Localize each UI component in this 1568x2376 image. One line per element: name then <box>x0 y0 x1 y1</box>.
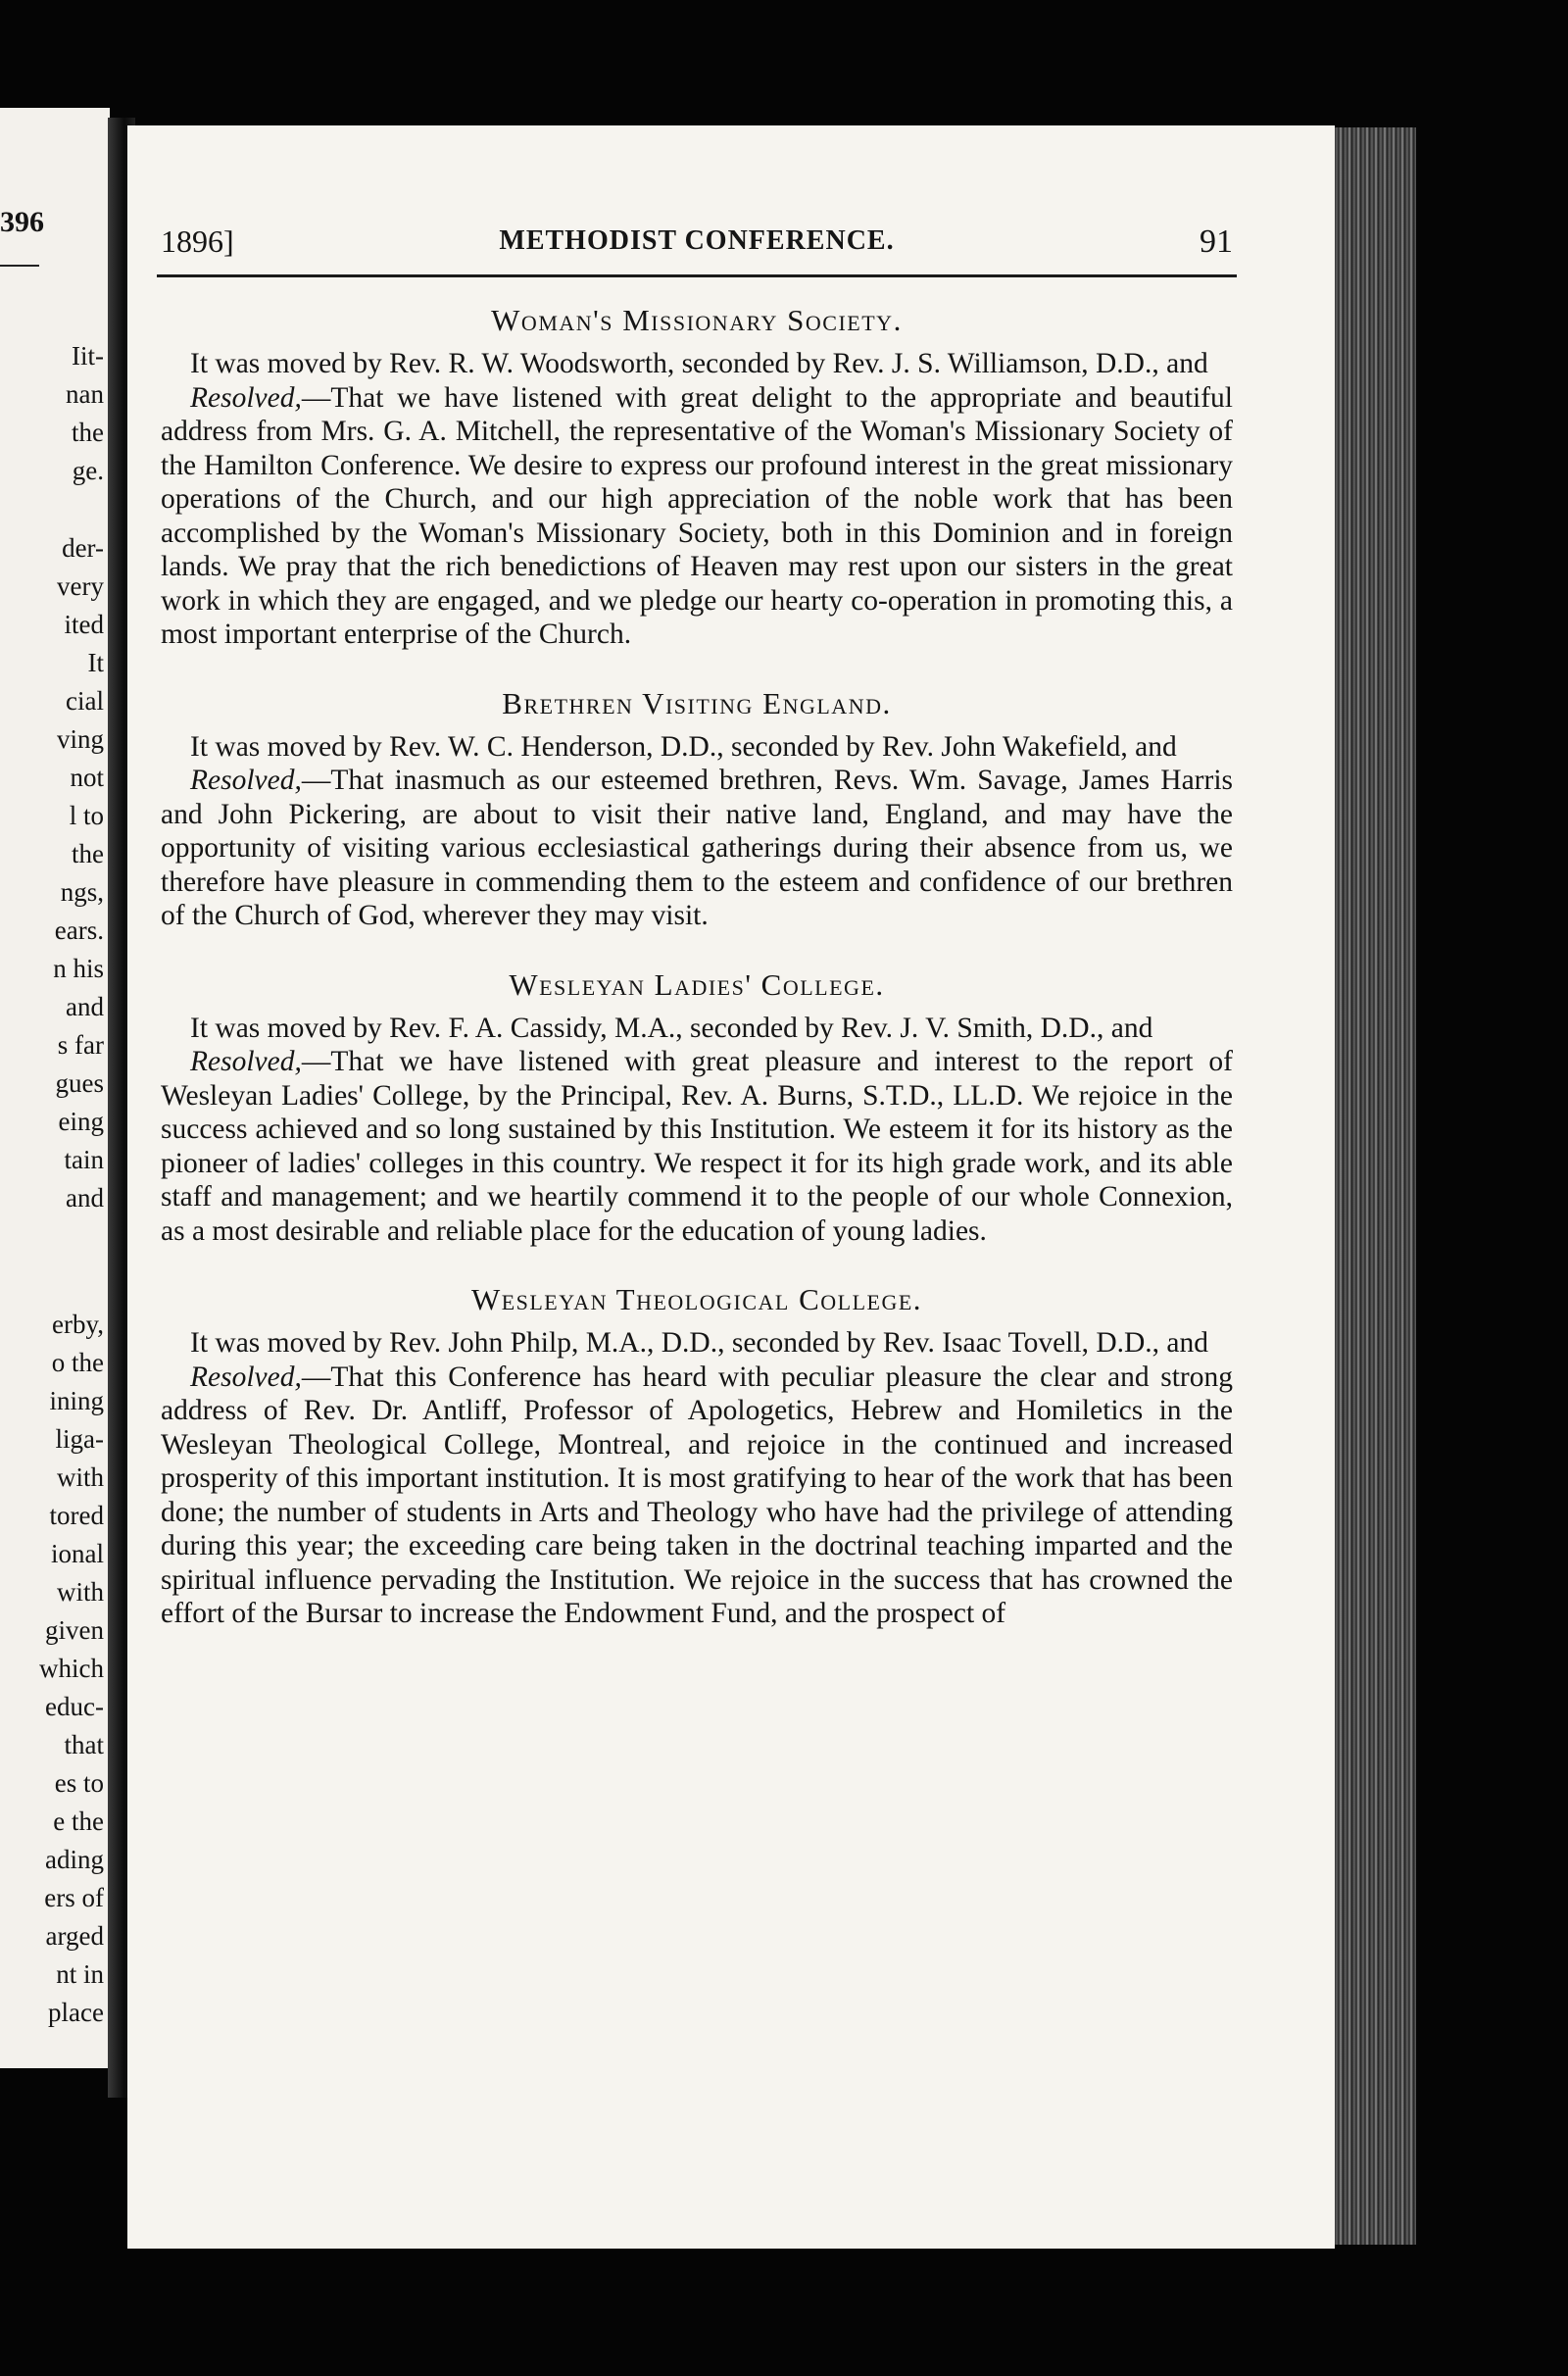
resolved-label: Resolved, <box>190 1046 302 1077</box>
left-page-fragment: the <box>72 839 104 868</box>
left-page-fragment: nan <box>66 379 104 409</box>
resolution-text: —That we have listened with great delight to the appropriate and beautiful address from Mrs. G. A. Mitchell, the representative of the Woman's Missionary Society of the Hamilton Conference. We desire to express our profound interest in the great missionary operations of the Church, and our high appreciation of the noble work that has been accomplished by the Woman's Missionary Society, both in this Dominion and in foreign lands. We pray that the rich benedictions of Heaven may rest upon our sisters in the great work in which they are engaged, and we pledge our hearty co-operation in promoting this, a most important enterprise of the Church. <box>161 381 1233 650</box>
left-page-fragment: place <box>48 1998 104 2027</box>
left-page-fragment: and <box>66 1183 104 1213</box>
left-page-fragment: nt in <box>56 1959 104 1989</box>
motion-text: It was moved by Rev. W. C. Henderson, D.D., seconded by Rev. John Wakefield, and <box>190 730 1177 763</box>
left-page-fragment: ers of <box>44 1883 104 1912</box>
running-title: METHODIST CONFERENCE. <box>499 225 895 256</box>
section-title: Wesleyan Theological College. <box>470 1282 923 1316</box>
left-page-fragment: ears. <box>54 916 104 945</box>
left-page-fragment: s far <box>57 1030 104 1060</box>
running-header <box>161 223 1233 267</box>
section-title: Brethren Visiting England. <box>502 685 892 720</box>
resolution-paragraph <box>161 1361 1233 1631</box>
section-brethren-visiting-england <box>161 685 1233 933</box>
page-number: 91 <box>1200 223 1233 260</box>
header-year: 1896] <box>161 223 234 259</box>
left-page-fragment: not <box>70 763 104 792</box>
left-page-number: 396 <box>0 206 44 238</box>
motion-text: It was moved by Rev. R. W. Woodsworth, seconded by Rev. J. S. Williamson, D.D., and <box>190 348 1208 379</box>
left-page-fragment: cial <box>66 686 104 716</box>
left-page-fragment: ving <box>56 724 104 754</box>
resolution-text: —That inasmuch as our esteemed brethren, Revs. Wm. Savage, James Harris and John Pickering, are about to visit their native land, England, and may have the opportunity of visiting various ecclesiastical gatherings during their absence from us, we therefore have pleasure in commending them to the esteem and confidence of our brethren of the Church of God, wherever they may visit. <box>161 765 1233 931</box>
left-page-fragment: given <box>45 1615 104 1645</box>
left-page-fragment: liga- <box>55 1424 104 1454</box>
left-page-fragment: ional <box>51 1539 104 1568</box>
left-page-rule <box>0 265 39 267</box>
left-page-fragment: Iit- <box>72 341 104 371</box>
left-page-fragment: es to <box>54 1768 104 1798</box>
section-title: Wesleyan Ladies' College. <box>509 966 885 1002</box>
resolved-label: Resolved, <box>190 765 302 796</box>
left-page-fragment: tored <box>49 1501 104 1530</box>
left-page-fragment: o the <box>51 1348 104 1377</box>
resolution-text: —That we have listened with great pleasure and interest to the report of Wesleyan Ladies' College, by the Principal, Rev. A. Burns, S.T.D., LL.D. We rejoice in the success achieved and so long sustained by this Institution. We esteem it for its history as the pioneer of ladies' colleges in this country. We respect it for its high grade work, and its able staff and management; and we heartily commend it to the people of our whole Connexion, as a most desirable and reliable place for the education of young ladies. <box>161 1046 1233 1247</box>
left-page-fragment: which <box>39 1654 104 1683</box>
section-wesleyan-theological-college <box>161 1281 1233 1631</box>
left-page-fragment: ining <box>49 1386 104 1415</box>
left-page-fragment: ngs, <box>60 877 104 907</box>
left-page-sliver <box>0 108 110 2068</box>
left-page-fragment: gues <box>55 1068 104 1098</box>
left-page-fragment: ading <box>45 1845 104 1874</box>
left-page-fragment: with <box>56 1577 104 1607</box>
section-wesleyan-ladies-college <box>161 966 1233 1249</box>
left-page-fragment: der- <box>62 533 104 563</box>
book-page <box>127 125 1335 2249</box>
resolution-paragraph <box>161 1045 1233 1248</box>
left-page-fragment: tain <box>64 1145 104 1174</box>
resolved-label: Resolved, <box>190 381 302 414</box>
left-page-fragment: ited <box>64 610 104 639</box>
left-page-fragment: l to <box>69 801 104 830</box>
left-page-fragment: e the <box>53 1807 104 1836</box>
left-page-fragment: ge. <box>72 456 104 485</box>
left-page-fragment: the <box>72 418 104 447</box>
motion-text: It was moved by Rev. F. A. Cassidy, M.A., seconded by Rev. J. V. Smith, D.D., and <box>190 1012 1153 1044</box>
section-title: Woman's Missionary Society. <box>491 303 903 337</box>
section-womans-missionary-society <box>161 302 1233 652</box>
left-page-fragment: and <box>66 992 104 1021</box>
left-page-fragment: that <box>64 1730 104 1759</box>
left-page-fragment: erby, <box>52 1310 104 1339</box>
left-page-fragment: very <box>57 571 104 601</box>
left-page-fragment: educ- <box>45 1692 104 1721</box>
motion-text: It was moved by Rev. John Philp, M.A., D.D., seconded by Rev. Isaac Tovell, D.D., and <box>190 1327 1209 1359</box>
resolved-label: Resolved, <box>190 1361 302 1393</box>
resolution-paragraph <box>161 764 1233 933</box>
left-page-fragment: arged <box>45 1921 104 1951</box>
left-page-fragment: n his <box>53 954 104 983</box>
header-rule <box>157 274 1237 277</box>
left-page-fragment: It <box>87 648 104 677</box>
resolution-paragraph <box>161 381 1233 652</box>
left-page-fragment: eing <box>58 1107 104 1136</box>
page-content <box>161 302 1233 1664</box>
resolution-text: —That this Conference has heard with peculiar pleasure the clear and strong address of Rev. Dr. Antliff, Professor of Apologetics, Hebrew and Homiletics in the Wesleyan Theological College, Montreal, and rejoice in the continued and increased prosperity of this important institution. It is most gratifying to hear of the work that has been done; the number of students in Arts and Theology who have had the privilege of attending during this year; the exceeding care being taken in the doctrinal teaching imparted and the spiritual influence pervading the Institution. We rejoice in the success that has crowned the effort of the Bursar to increase the Endowment Fund, and the prospect of <box>161 1361 1233 1629</box>
left-page-fragment: with <box>56 1462 104 1492</box>
